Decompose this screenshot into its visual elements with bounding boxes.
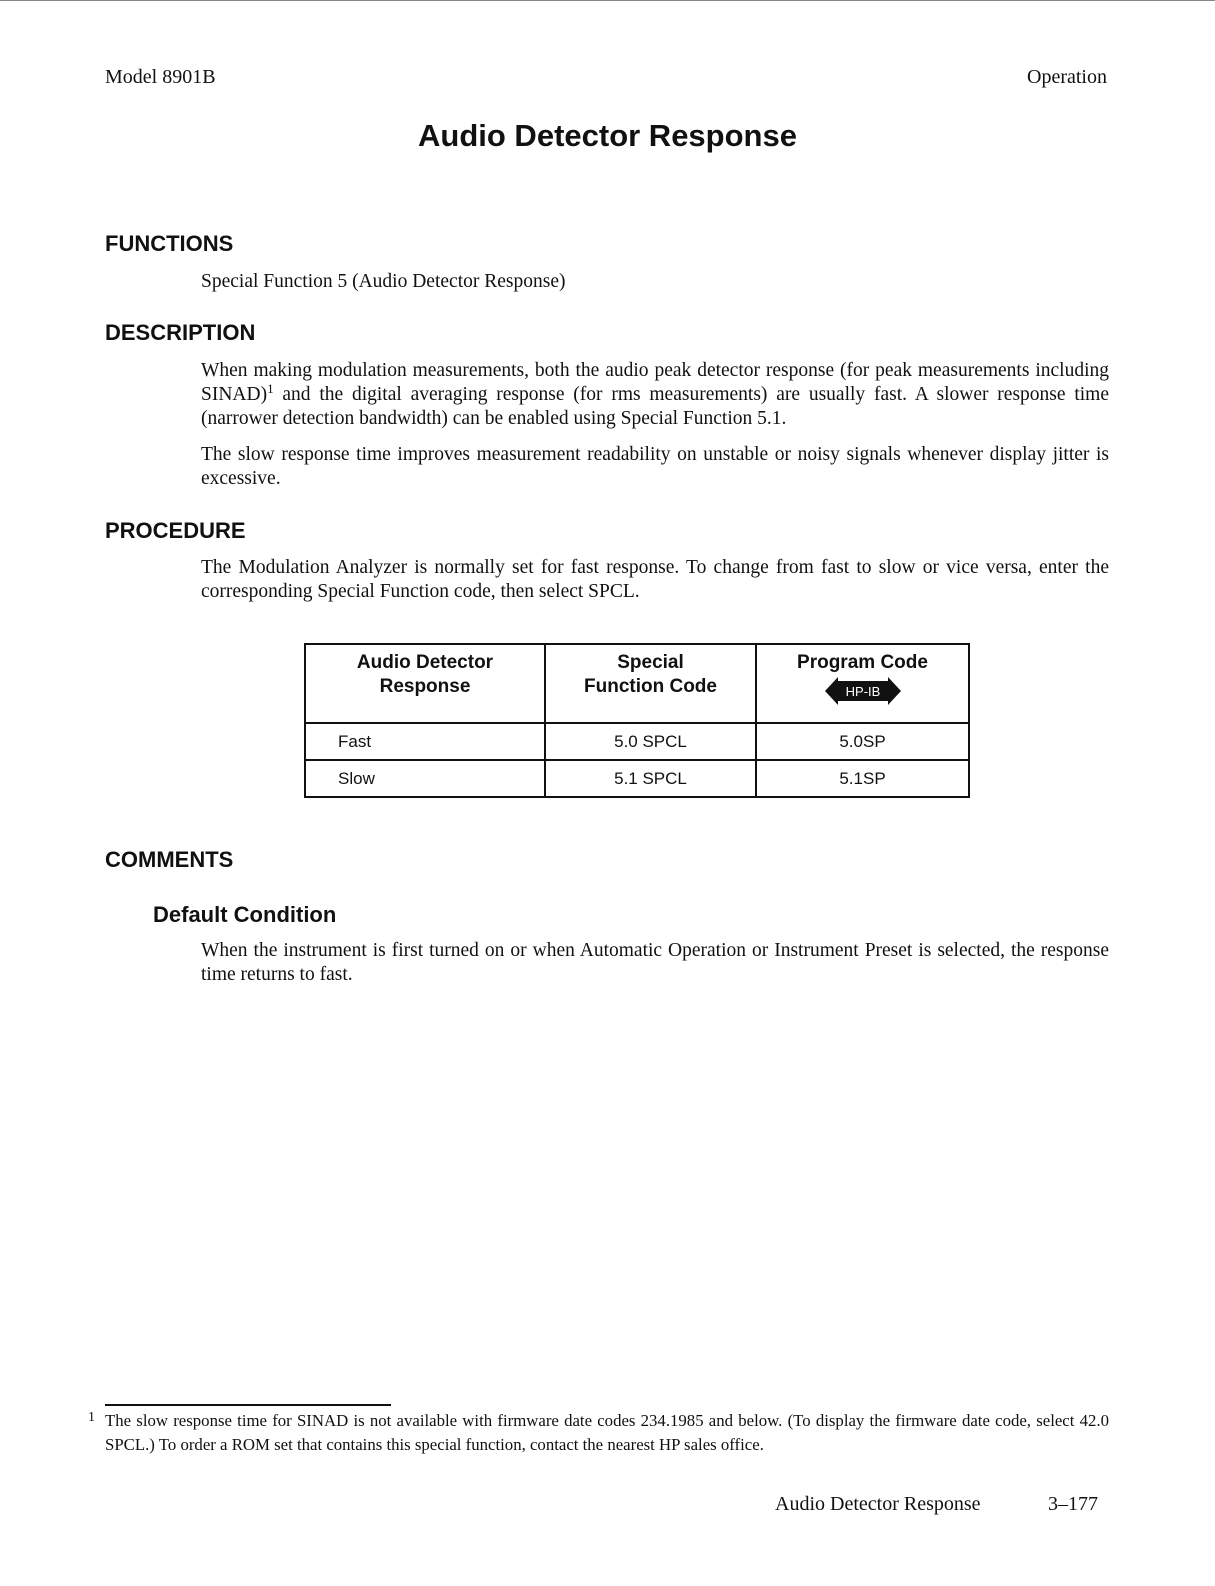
column-header-response [305,644,545,723]
header-model: Model 8901B [105,66,216,88]
cell-response: Slow [305,760,545,797]
cell-special-code: 5.0 SPCL [545,723,756,760]
column-header-program-label: Program Code [797,652,928,673]
description-p1-text: When making modulation measurements, both the audio peak detector response (for peak measurements including SINAD) [201,360,1109,405]
table-row [305,723,969,760]
default-condition-text: When the instrument is first turned on or when Automatic Operation or Instrument Preset is selected, the response time returns to fast. [201,940,1109,985]
comments-heading: COMMENTS [105,847,234,872]
column-header-response-line1: Audio Detector [356,652,494,673]
default-condition-heading: Default Condition [153,902,337,927]
hp-ib-badge-label: HP-IB [845,684,880,699]
column-header-response-line2: Response [379,676,471,697]
page-number: 3–177 [1048,1493,1098,1515]
cell-special-code: 5.1 SPCL [545,760,756,797]
description-paragraph-2: The slow response time improves measurement readability on unstable or noisy signals whenever display jitter is excessive. [201,444,1109,489]
header-chapter: Operation [1027,66,1107,88]
cell-response: Fast [305,723,545,760]
column-header-special-code [545,644,756,723]
footnote-text: The slow response time for SINAD is not available with firmware date codes 234.1985 and below. (To display the firmware date code, select 42.0 SPCL.) To order a ROM set that contains this special function, contact the nearest HP sales office. [105,1411,1109,1454]
hp-ib-icon [825,677,901,705]
column-header-program-code [756,644,969,723]
special-function-table [304,643,970,798]
cell-program-code: 5.1SP [756,760,969,797]
page-title: Audio Detector Response [418,118,797,153]
cell-program-code: 5.0SP [756,723,969,760]
footnote-divider [105,1404,391,1406]
top-border-line [0,0,1215,1]
table-row [305,760,969,797]
column-header-special-line1: Special [617,652,684,673]
column-header-special-line2: Function Code [584,676,717,697]
description-paragraph-1 [201,359,1109,431]
procedure-heading: PROCEDURE [105,518,246,543]
footer-section-title: Audio Detector Response [775,1493,981,1515]
procedure-text: The Modulation Analyzer is normally set for fast response. To change from fast to slow or vice versa, enter the corresponding Special Function code, then select SPCL. [201,557,1109,602]
description-p1-continued: and the digital averaging response (for rms measurements) are usually fast. A slower response time (narrower detection bandwidth) can be enabled using Special Function 5.1. [201,384,1109,429]
table-header-row [305,644,969,723]
functions-heading: FUNCTIONS [105,231,234,256]
functions-text: Special Function 5 (Audio Detector Response) [201,271,566,292]
footnote-reference: 1 [267,381,274,396]
description-heading: DESCRIPTION [105,320,256,345]
footnote-marker: 1 [88,1410,95,1425]
